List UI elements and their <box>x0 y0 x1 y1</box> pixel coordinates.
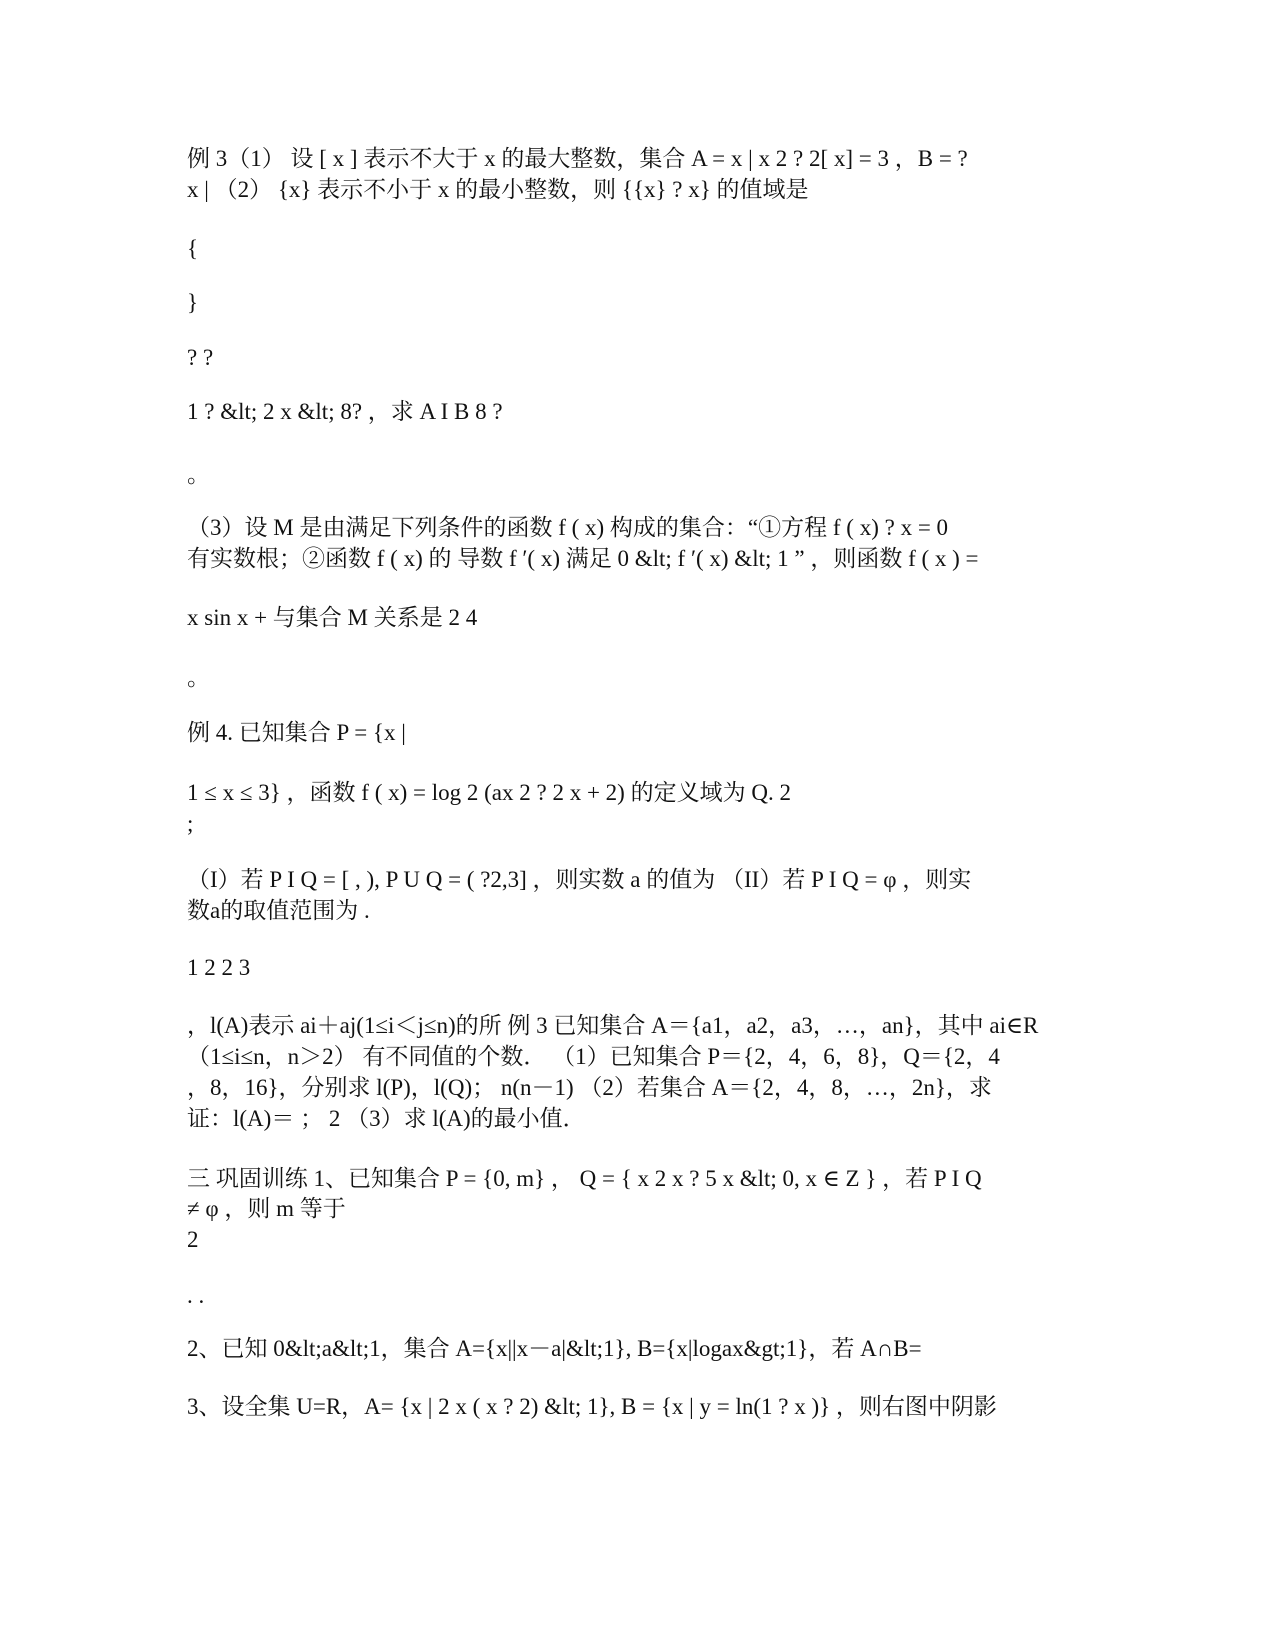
text-line: x sin x + 与集合 M 关系是 2 4 <box>187 605 478 630</box>
text-line: （1≤i≤n，n＞2） 有不同值的个数． （1）已知集合 P＝{2，4，6，8}，Q＝{2，4 <box>187 1044 1000 1069</box>
text-line: ; <box>187 811 194 836</box>
text-line: 1 ? &lt; 2 x &lt; 8? ，求 A I B 8 ? <box>187 399 503 424</box>
text-line: 证：l(A)＝ ； 2 （3）求 l(A)的最小值． <box>187 1106 586 1131</box>
text-line: 3、设全集 U=R，A= {x | 2 x ( x ? 2) &lt; 1}, B = {x | y = ln(1 ? x )} ，则右图中阴影 <box>187 1394 997 1419</box>
text-line: ? ? <box>187 345 214 370</box>
text-line: （3）设 M 是由满足下列条件的函数 f ( x) 构成的集合：“①方程 f ( x) ? x = 0 <box>187 515 949 540</box>
text-line: （I）若 P I Q = [ , ), P U Q = ( ?2,3] ，则实数 a 的值为 （II）若 P I Q = φ ，则实 <box>187 867 972 892</box>
text-line: 1 ≤ x ≤ 3} ，函数 f ( x) = log 2 (ax 2 ? 2 x + 2) 的定义域为 Q. 2 <box>187 780 791 805</box>
text-line: 。 <box>187 665 210 690</box>
text-line: 例 4. 已知集合 P = {x | <box>187 720 406 745</box>
text-line: } <box>187 290 199 315</box>
text-line: ，l(A)表示 ai＋aj(1≤i＜j≤n)的所 例 3 已知集合 A＝{a1，a2，a3，…，an}，其中 ai∈R <box>187 1013 1039 1038</box>
text-line: . . <box>187 1283 205 1308</box>
text-line: ≠ φ ，则 m 等于 <box>187 1196 346 1221</box>
text-line: 2、已知 0&lt;a&lt;1，集合 A={x||x－a|&lt;1}, B={x|logax&gt;1}，若 A∩B= <box>187 1336 922 1361</box>
text-line: 2 <box>187 1227 199 1252</box>
text-line: 。 <box>187 462 210 487</box>
text-line: x | （2） {x} 表示不小于 x 的最小整数，则 {{x} ? x} 的值域是 <box>187 177 809 202</box>
text-line: { <box>187 236 199 261</box>
text-line: 数a的取值范围为 . <box>187 898 370 923</box>
text-line: 三 巩固训练 1、已知集合 P = {0, m} ， Q = { x 2 x ? 5 x &lt; 0, x ∈ Z } ，若 P I Q <box>187 1166 982 1191</box>
text-line: 1 2 2 3 <box>187 955 251 980</box>
text-line: 有实数根；②函数 f ( x) 的 导数 f ′( x) 满足 0 &lt; f ′( x) &lt; 1 ” ，则函数 f ( x ) = <box>187 546 979 571</box>
text-line: 例 3（1） 设 [ x ] 表示不大于 x 的最大整数，集合 A = x | x 2 ? 2[ x] = 3 ，B = ? <box>187 146 968 171</box>
text-line: ，8，16}，分别求 l(P)，l(Q)； n(n－1) （2）若集合 A＝{2，4，8，…，2n}，求 <box>187 1075 992 1100</box>
